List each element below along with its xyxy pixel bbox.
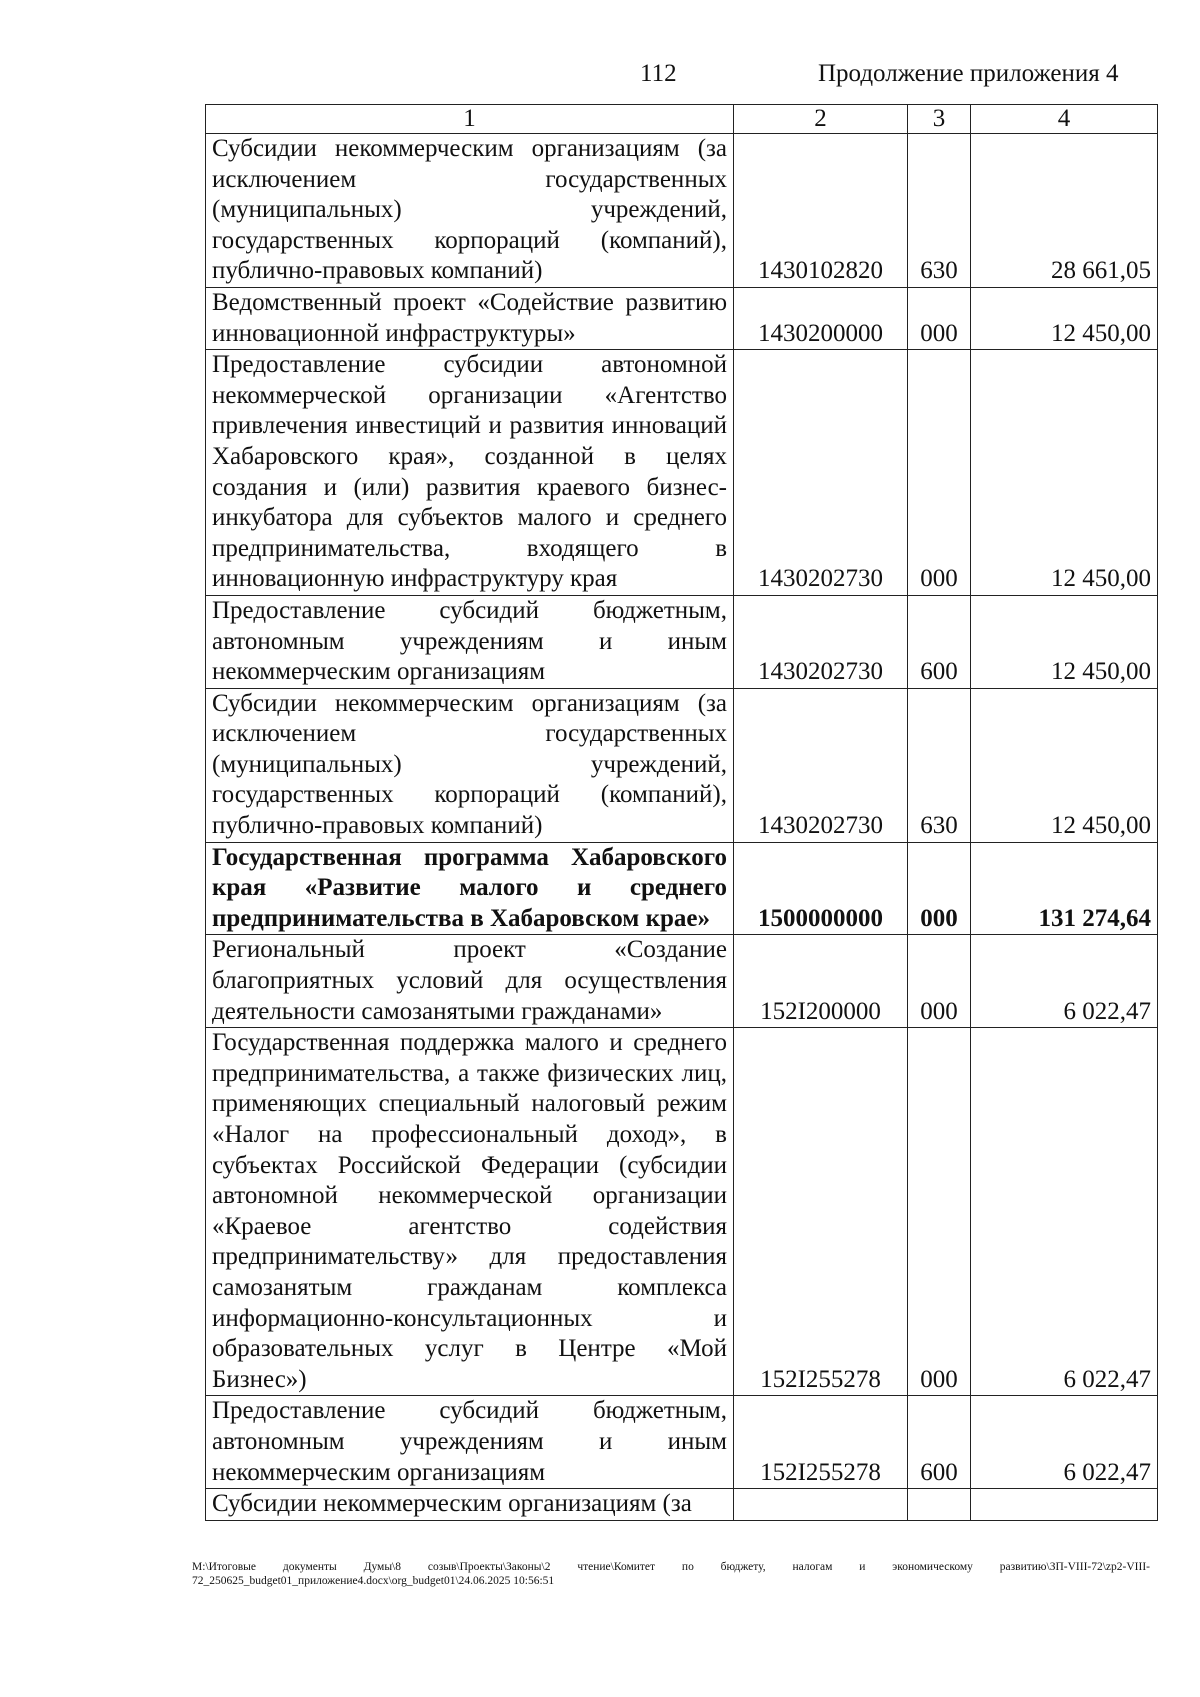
row-name-cell: Предоставление субсидий бюджетным, автономным учреждениям и иным некоммерческим организациям — [206, 1396, 734, 1489]
row-sum-cell: 6 022,47 — [971, 1396, 1158, 1489]
row-sum-cell: 6 022,47 — [971, 1028, 1158, 1396]
row-code-cell: 1430202730 — [734, 350, 908, 596]
row-sum-cell: 12 450,00 — [971, 287, 1158, 349]
row-code-cell: 152I255278 — [734, 1396, 908, 1489]
row-name-cell: Предоставление субсидий бюджетным, автономным учреждениям и иным некоммерческим организациям — [206, 595, 734, 688]
table-row — [206, 595, 1158, 688]
row-vr-cell — [908, 1489, 971, 1521]
row-vr-cell: 000 — [908, 287, 971, 349]
row-code-cell: 1430102820 — [734, 134, 908, 288]
document-path-footer: M:\Итоговые документы Думы\8 созыв\Проекты\Законы\2 чтение\Комитет по бюджету, налогам и экономическому развитию\ЗП-VIII-72\zp2-VIII-72_250625_budget01_приложение4.docx\org_budget01\24.06.2025 10:56:51 — [192, 1561, 1150, 1587]
row-name-cell: Предоставление субсидии автономной некоммерческой организации «Агентство привлечения инвестиций и развития инноваций Хабаровского края», созданной в целях создания и (или) развития краевого бизнес-инкубатора для субъектов малого и среднего предпринимательства, входящего в инновационную инфраструктуру края — [206, 350, 734, 596]
row-sum-cell: 28 661,05 — [971, 134, 1158, 288]
row-sum-cell: 12 450,00 — [971, 595, 1158, 688]
row-name-cell: Региональный проект «Создание благоприятных условий для осуществления деятельности самозанятыми гражданами» — [206, 935, 734, 1028]
table-row — [206, 1028, 1158, 1396]
row-vr-cell: 630 — [908, 688, 971, 842]
row-sum-cell: 6 022,47 — [971, 935, 1158, 1028]
row-vr-cell: 630 — [908, 134, 971, 288]
column-header-vr: 3 — [908, 105, 971, 134]
row-code-cell: 1430200000 — [734, 287, 908, 349]
page-number: 112 — [640, 60, 677, 87]
row-sum-cell: 131 274,64 — [971, 842, 1158, 935]
row-code-cell — [734, 1489, 908, 1521]
row-code-cell: 1430202730 — [734, 688, 908, 842]
table-row — [206, 842, 1158, 935]
table-row — [206, 1396, 1158, 1489]
row-name-cell: Государственная поддержка малого и среднего предпринимательства, а также физических лиц, применяющих специальный налоговый режим «Налог на профессиональный доход», в субъектах Российской Федерации (субсидии автономной некоммерческой организации «Краевое агентство содействия предпринимательству» для предоставления самозанятым гражданам комплекса информационно-консультационных и образовательных услуг в Центре «Мой Бизнес») — [206, 1028, 734, 1396]
table-body — [206, 134, 1158, 1521]
table-row — [206, 350, 1158, 596]
row-vr-cell: 600 — [908, 1396, 971, 1489]
row-vr-cell: 000 — [908, 842, 971, 935]
row-name-cell: Государственная программа Хабаровского края «Развитие малого и среднего предпринимательства в Хабаровском крае» — [206, 842, 734, 935]
row-code-cell: 1430202730 — [734, 595, 908, 688]
column-header-sum: 4 — [971, 105, 1158, 134]
table-row — [206, 1489, 1158, 1521]
budget-table — [205, 104, 1158, 1521]
row-sum-cell: 12 450,00 — [971, 350, 1158, 596]
row-code-cell: 1500000000 — [734, 842, 908, 935]
row-code-cell: 152I255278 — [734, 1028, 908, 1396]
row-vr-cell: 000 — [908, 1028, 971, 1396]
row-vr-cell: 000 — [908, 935, 971, 1028]
table-row — [206, 935, 1158, 1028]
table-header-row — [206, 105, 1158, 134]
column-header-code: 2 — [734, 105, 908, 134]
row-code-cell: 152I200000 — [734, 935, 908, 1028]
table-row — [206, 134, 1158, 288]
row-name-cell: Ведомственный проект «Содействие развитию инновационной инфраструктуры» — [206, 287, 734, 349]
table-row — [206, 688, 1158, 842]
row-vr-cell: 600 — [908, 595, 971, 688]
row-vr-cell: 000 — [908, 350, 971, 596]
appendix-note: Продолжение приложения 4 — [818, 60, 1119, 87]
row-sum-cell — [971, 1489, 1158, 1521]
row-sum-cell: 12 450,00 — [971, 688, 1158, 842]
table-row — [206, 287, 1158, 349]
row-name-cell: Субсидии некоммерческим организациям (за исключением государственных (муниципальных) учреждений, государственных корпораций (компаний), публично-правовых компаний) — [206, 134, 734, 288]
row-name-cell: Субсидии некоммерческим организациям (за исключением государственных (муниципальных) учреждений, государственных корпораций (компаний), публично-правовых компаний) — [206, 688, 734, 842]
row-name-cell: Субсидии некоммерческим организациям (за — [206, 1489, 734, 1521]
column-header-name: 1 — [206, 105, 734, 134]
